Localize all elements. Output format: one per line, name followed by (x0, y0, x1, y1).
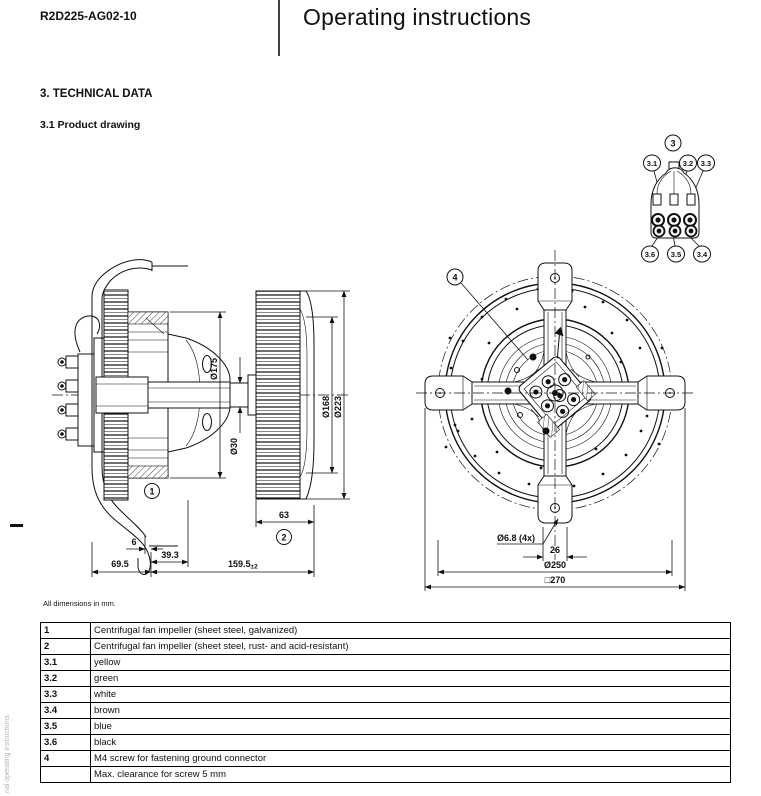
dim-26-label: 26 (549, 545, 561, 555)
table-row (41, 639, 731, 655)
front-view (416, 250, 694, 591)
part-ref (41, 767, 91, 783)
part-ref: 2 (41, 639, 91, 655)
dim-223-label: Ø223 (333, 395, 343, 418)
page-fold-mark (10, 524, 23, 527)
balloon-1-label: 1 (149, 486, 155, 497)
section-heading: 3. TECHNICAL DATA (40, 88, 153, 100)
dim-63-label: 63 (278, 510, 290, 520)
balloon-2-label: 2 (281, 532, 287, 543)
dim-168-label: Ø168 (321, 395, 331, 418)
balloon-3-5-label: 3.5 (670, 250, 682, 259)
parts-table (40, 622, 731, 783)
dimensions-note: All dimensions in mm. (43, 599, 116, 608)
part-ref: 3.4 (41, 703, 91, 719)
dim-175-label: Ø175 (209, 357, 219, 380)
balloon-2 (277, 530, 292, 545)
balloon-3-1-label: 3.1 (646, 159, 658, 168)
table-row (41, 719, 731, 735)
model-number: R2D225-AG02-10 (40, 9, 137, 23)
balloon-3 (665, 135, 681, 151)
part-desc: brown (91, 703, 731, 719)
part-desc: black (91, 735, 731, 751)
balloon-3-3 (698, 155, 715, 171)
balloon-3-1 (644, 155, 661, 171)
dim-6-label: 6 (131, 537, 137, 547)
part-desc: white (91, 687, 731, 703)
part-ref: 3.2 (41, 671, 91, 687)
balloon-3-2-label: 3.2 (682, 159, 694, 168)
dim-250-label: Ø250 (543, 560, 567, 570)
balloon-3-label: 3 (670, 138, 676, 149)
balloon-3-5 (668, 246, 685, 262)
part-ref: 3.5 (41, 719, 91, 735)
connector-detail (642, 135, 715, 262)
part-desc: blue (91, 719, 731, 735)
table-row (41, 671, 731, 687)
balloon-4-label: 4 (452, 272, 458, 283)
part-desc: M4 screw for fastening ground connector (91, 751, 731, 767)
balloon-1 (145, 484, 160, 499)
balloon-3-4-label: 3.4 (696, 250, 708, 259)
part-ref: 4 (41, 751, 91, 767)
part-ref: 3.1 (41, 655, 91, 671)
part-desc: yellow (91, 655, 731, 671)
dim-270-label: □270 (544, 575, 566, 585)
terminal-bolts (58, 356, 78, 440)
balloon-3-6-label: 3.6 (644, 250, 656, 259)
part-desc: Centrifugal fan impeller (sheet steel, rust- and acid-resistant) (91, 639, 731, 655)
part-ref: 1 (41, 623, 91, 639)
table-row (41, 735, 731, 751)
dim-30-label: Ø30 (229, 437, 239, 455)
dim-hole-label: Ø6.8 (4x) (497, 533, 536, 543)
part-ref: 3.6 (41, 735, 91, 751)
table-row (41, 655, 731, 671)
balloon-3-2 (680, 155, 697, 171)
part-desc: Max. clearance for screw 5 mm (91, 767, 731, 783)
margin-vertical-text: nal operating instructions (4, 715, 11, 793)
dim-159-5-label: 159.5±2 (228, 559, 258, 571)
subsection-heading: 3.1 Product drawing (40, 119, 141, 131)
dim-39-3-label: 39.3 (161, 550, 179, 560)
balloon-3-4 (694, 246, 711, 262)
dim-159-5 (151, 559, 314, 572)
side-view (52, 260, 350, 577)
balloon-3-6 (642, 246, 659, 262)
table-row (41, 767, 731, 783)
dim-39-3 (151, 500, 188, 567)
balloon-4 (447, 269, 463, 285)
part-desc: green (91, 671, 731, 687)
balloon-3-3-label: 3.3 (700, 159, 712, 168)
dim-6 (126, 536, 163, 577)
part-desc: Centrifugal fan impeller (sheet steel, galvanized) (91, 623, 731, 639)
table-row (41, 751, 731, 767)
dim-69-5 (92, 542, 151, 577)
table-row (41, 703, 731, 719)
table-row (41, 623, 731, 639)
part-ref: 3.3 (41, 687, 91, 703)
dim-69-5-label: 69.5 (111, 559, 129, 569)
table-row (41, 687, 731, 703)
page-title: Operating instructions (303, 4, 532, 30)
